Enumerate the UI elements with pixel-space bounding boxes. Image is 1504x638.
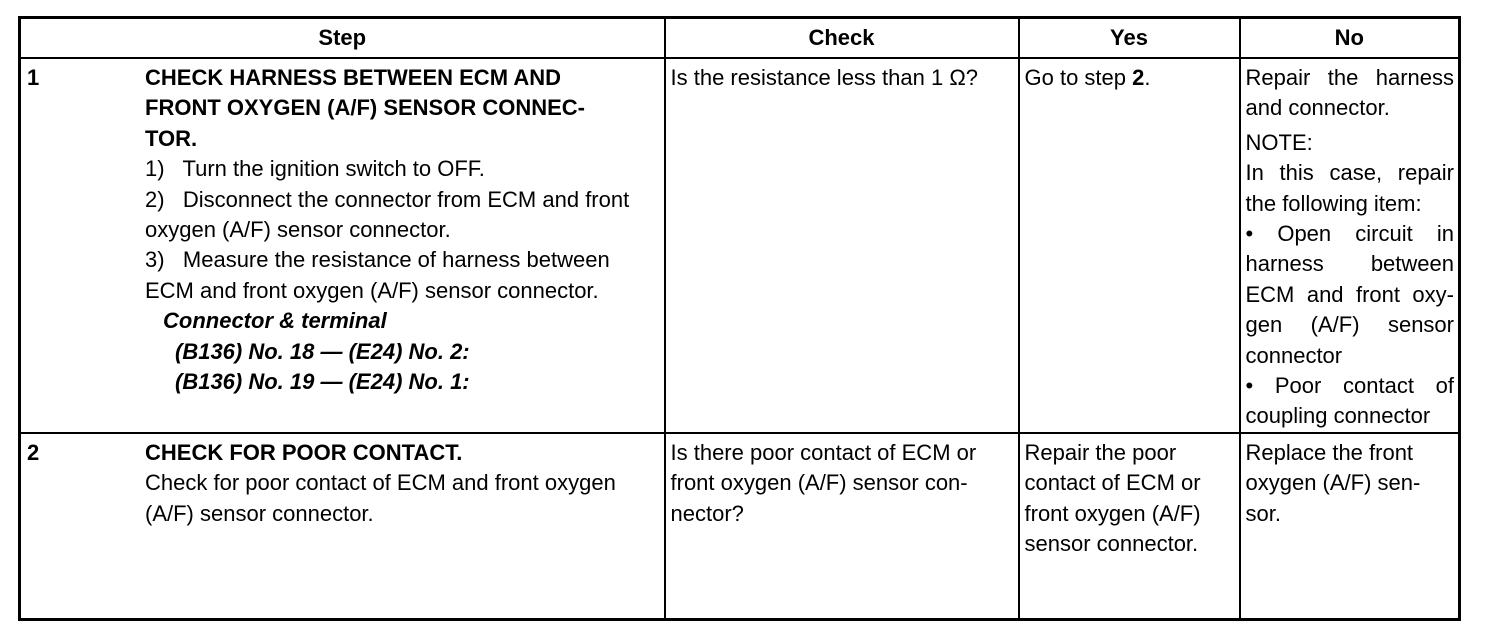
step-title — [145, 63, 656, 154]
diagnostic-procedure-table — [18, 16, 1461, 621]
connector-terminal-label: Connector & terminal — [163, 308, 387, 334]
check-cell — [665, 433, 1019, 620]
note-bullet: • Open circuit in harness between ECM and front oxy-gen (A/F) sensor connector — [1245, 221, 1454, 368]
note-bullet: • Poor contact of coupling connector — [1245, 373, 1454, 429]
yes-text-prefix: Go to step — [1024, 65, 1133, 90]
table-row — [20, 433, 1460, 620]
no-action: Repair the harness and connector. — [1245, 65, 1454, 121]
step-number: 1 — [27, 65, 40, 90]
step-body — [145, 63, 656, 397]
header-row — [20, 18, 1460, 59]
step-number: 2 — [27, 439, 40, 465]
step-instruction: 3) Measure the resistance of harness between ECM and front oxygen (A/F) sensor connector. — [145, 247, 616, 303]
check-question: Is there poor contact of ECM or front oxygen (A/F) sensor con-nector? — [670, 439, 977, 526]
step-cell — [20, 58, 665, 433]
connector-terminal-item: (B136) No. 18 — (E24) No. 2: — [175, 338, 470, 364]
step-title-line: TOR. — [145, 125, 198, 151]
step-instruction: 2) Disconnect the connector from ECM and front oxygen (A/F) sensor connector. — [145, 186, 636, 243]
step-title-line: CHECK HARNESS BETWEEN ECM AND — [145, 65, 561, 90]
table-row — [20, 58, 1460, 433]
no-cell — [1240, 433, 1460, 620]
step-title-line: FRONT OXYGEN (A/F) SENSOR CONNEC- — [145, 95, 586, 121]
header-yes: Yes — [1019, 18, 1240, 59]
yes-text-suffix: . — [1144, 65, 1151, 90]
step-instruction: Check for poor contact of ECM and front oxygen (A/F) sensor connector. — [145, 470, 616, 526]
step-cell — [20, 433, 665, 620]
no-action: Replace the front oxygen (A/F) sen-sor. — [1245, 439, 1421, 526]
yes-cell — [1019, 58, 1240, 433]
yes-cell — [1019, 433, 1240, 620]
header-step: Step — [20, 18, 665, 59]
yes-step-reference: 2 — [1132, 65, 1145, 90]
step-title: CHECK FOR POOR CONTACT. — [145, 439, 463, 465]
yes-action: Repair the poor contact of ECM or front oxygen (A/F) sensor connector. — [1024, 439, 1201, 557]
no-cell — [1240, 58, 1460, 433]
header-check: Check — [665, 18, 1019, 59]
note-intro: In this case, repair the following item: — [1245, 160, 1454, 216]
header-no: No — [1240, 18, 1460, 59]
step-instruction: 1) Turn the ignition switch to OFF. — [145, 156, 485, 182]
note-label: NOTE: — [1245, 129, 1313, 155]
check-cell — [665, 58, 1019, 433]
connector-terminal-item: (B136) No. 19 — (E24) No. 1: — [175, 369, 470, 395]
check-question: Is the resistance less than 1 Ω? — [670, 65, 978, 90]
step-body — [145, 438, 656, 529]
